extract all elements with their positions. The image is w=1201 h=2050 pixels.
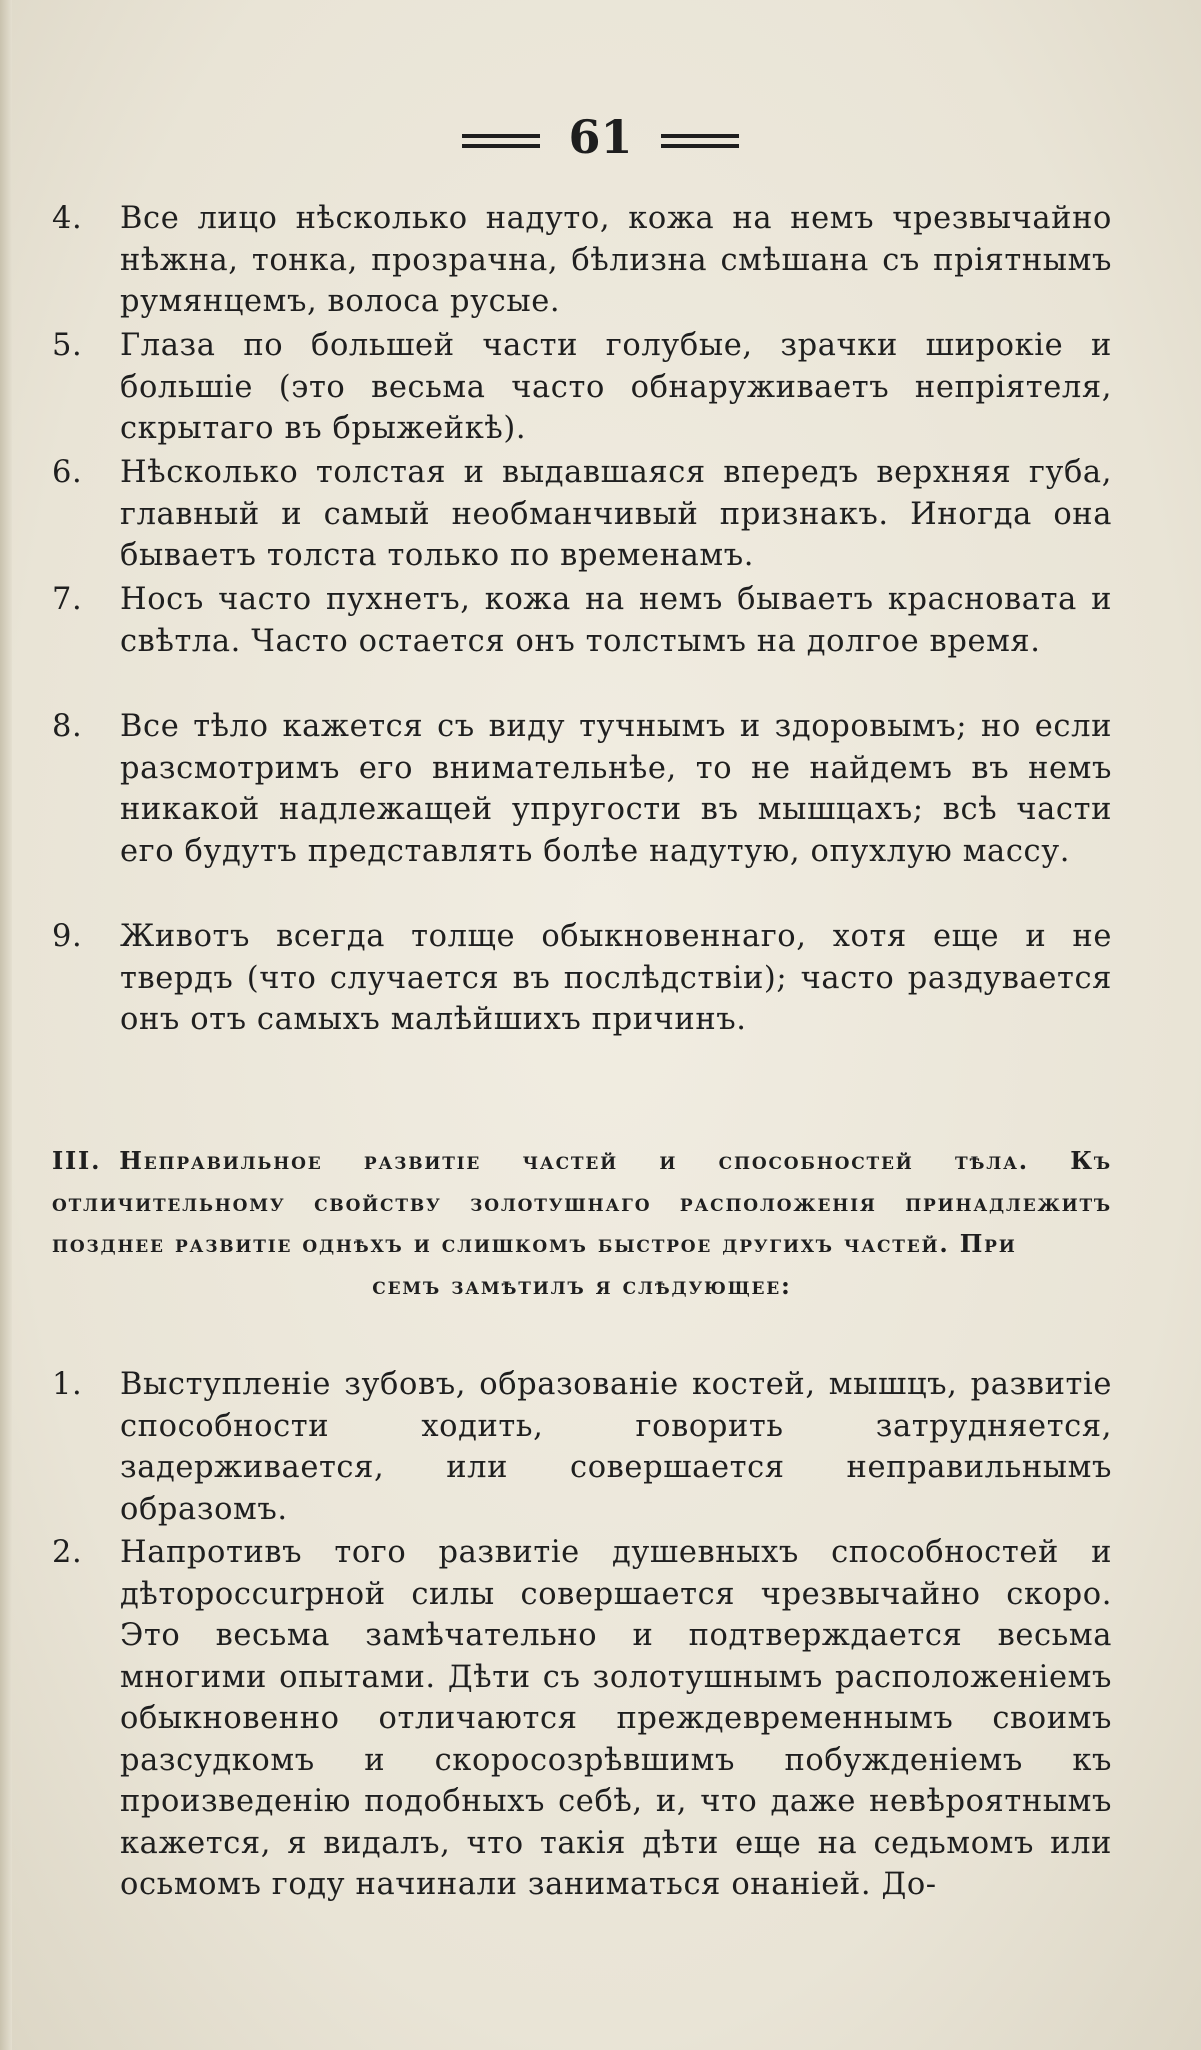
section-heading-text bbox=[52, 1140, 1112, 1265]
list-item bbox=[52, 916, 1112, 1084]
item-number: 8. bbox=[52, 709, 83, 744]
item-text: Нѣсколько толстая и выдавшаяся впередъ верхняя губа, главный и самый необманчивый признакъ. Иногда она бываетъ толста только по временамъ. bbox=[120, 455, 1112, 573]
section-number: III. bbox=[52, 1146, 102, 1175]
item-number: 6. bbox=[52, 455, 83, 490]
list-item bbox=[52, 325, 1112, 452]
section-heading bbox=[52, 1140, 1112, 1306]
item-number: 9. bbox=[52, 919, 83, 954]
list-item bbox=[52, 706, 1112, 916]
page-header bbox=[0, 110, 1201, 164]
item-text: Выступленіе зубовъ, образованіе костей, мышцъ, развитіе способности ходить, говорить затрудняется, задерживается, или совершается неправильнымъ образомъ. bbox=[120, 1367, 1112, 1527]
item-text: Глаза по большей части голубые, зрачки широкіе и большіе (это весьма часто обнаруживаетъ непріятеля, скрытаго въ брыжейкѣ). bbox=[120, 328, 1112, 446]
list-item bbox=[52, 579, 1112, 706]
item-number: 7. bbox=[52, 582, 83, 617]
page-number: 61 bbox=[568, 110, 633, 164]
item-number: 4. bbox=[52, 201, 83, 236]
item-text: Все тѣло кажется съ виду тучнымъ и здоровымъ; но если разсмотримъ его внимательнѣе, то не найдемъ въ немъ никакой надлежащей упругости въ мышцахъ; всѣ части его будутъ представлять болѣе надутую, опухлую массу. bbox=[120, 709, 1112, 869]
list-item bbox=[52, 1364, 1112, 1532]
section-heading-last-line: семъ замѣтилъ я слѣдующее: bbox=[372, 1270, 792, 1300]
page-spine-shadow bbox=[0, 0, 12, 2050]
list-item bbox=[52, 198, 1112, 325]
list-item bbox=[52, 1532, 1112, 1906]
item-number: 5. bbox=[52, 328, 83, 363]
section-title: Неправильное развитіе частей и способностей тѣла. Къ отличительному свойству золотушнаго расположенія принадлежитъ позднее развитіе однѣхъ и слишкомъ быстрое другихъ частей. При bbox=[52, 1146, 1112, 1258]
header-rule-right bbox=[661, 134, 739, 148]
development-list bbox=[52, 1364, 1112, 1906]
item-text: Все лицо нѣсколько надуто, кожа на немъ чрезвычайно нѣжна, тонка, прозрачна, бѣлизна смѣшана съ пріятнымъ румянцемъ, волоса русые. bbox=[120, 201, 1112, 319]
item-number: 2. bbox=[52, 1535, 83, 1570]
item-text: Носъ часто пухнетъ, кожа на немъ бываетъ красновата и свѣтла. Часто остается онъ толстымъ на долгое время. bbox=[120, 582, 1112, 659]
item-text: Животъ всегда толще обыкновеннаго, хотя еще и не твердъ (что случается въ послѣдствіи); часто раздувается онъ отъ самыхъ малѣйшихъ причинъ. bbox=[120, 919, 1112, 1037]
list-item bbox=[52, 452, 1112, 579]
symptom-list bbox=[52, 198, 1112, 1084]
item-text: Напротивъ того развитіе душевныхъ способностей и дѣторoccurрной силы совершается чрезвычайно скоро. Это весьма замѣчательно и подтверждается весьма многими опытами. Дѣти съ золотушнымъ расположеніемъ обыкновенно отличаются преждевременнымъ своимъ разсудкомъ и скоросозрѣвшимъ побужденіемъ къ произведенію подобныхъ себѣ, и, что даже невѣроятнымъ кажется, я видалъ, что такія дѣти еще на седьмомъ или осьмомъ году начинали заниматься онаніей. До- bbox=[120, 1535, 1112, 1902]
header-rule-left bbox=[462, 134, 540, 148]
item-number: 1. bbox=[52, 1367, 83, 1402]
